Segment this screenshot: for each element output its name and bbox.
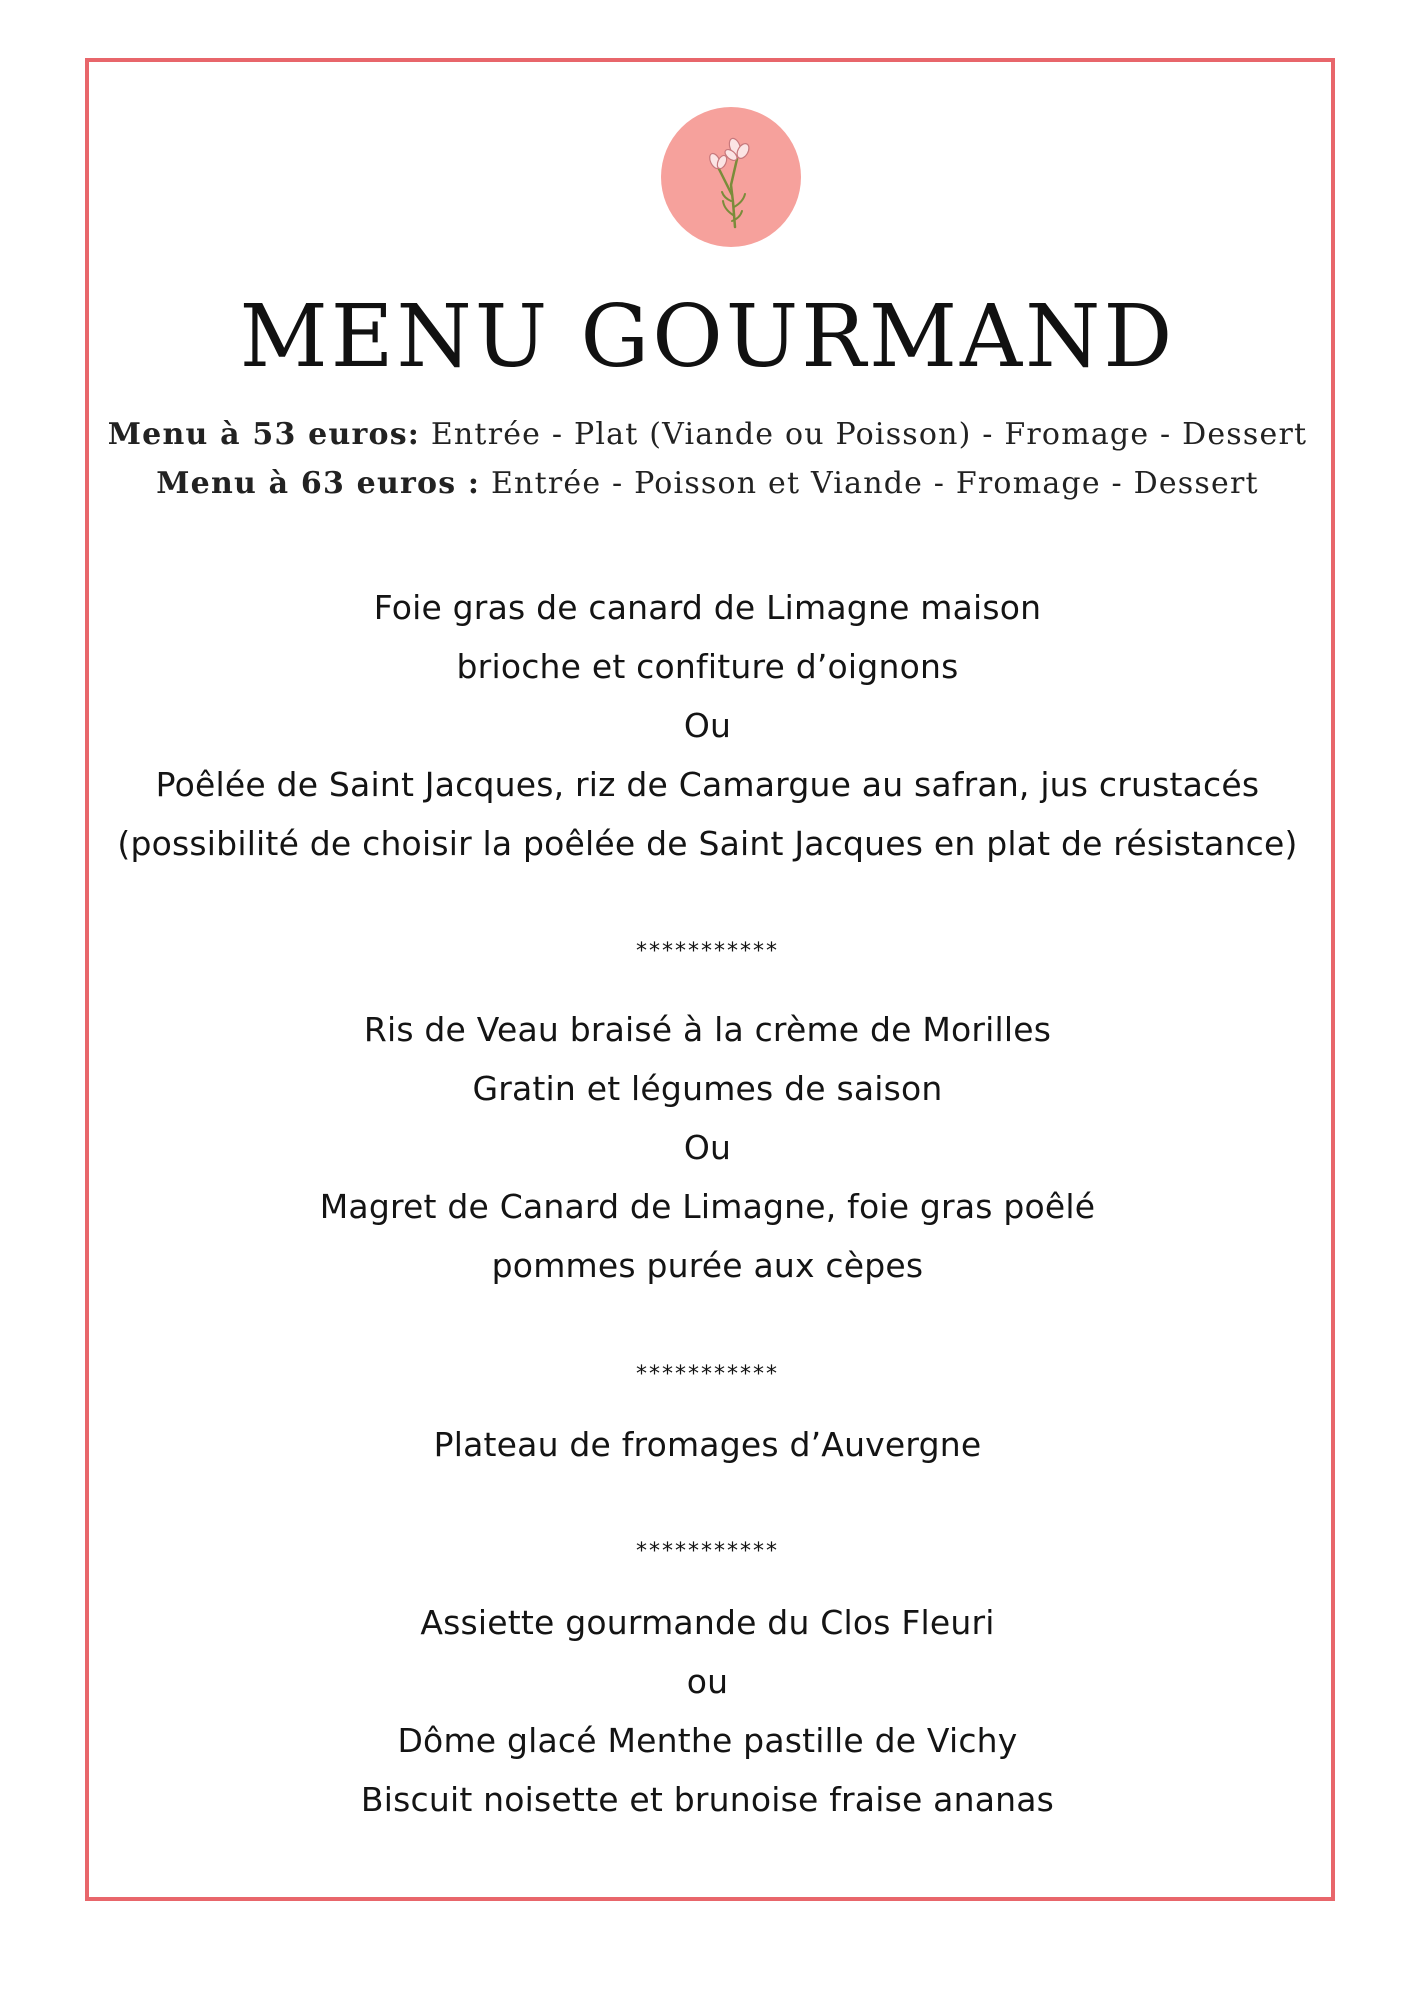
menu-option-courses: Entrée - Poisson et Viande - Fromage - Dessert — [480, 466, 1259, 501]
page-title: MENU GOURMAND — [239, 287, 1176, 387]
main-line: Ris de Veau braisé à la crème de Morilles — [363, 1010, 1052, 1049]
course-separator: *********** — [636, 1539, 779, 1564]
menu-option-63 — [0, 459, 1415, 508]
starter-line: Poêlée de Saint Jacques, riz de Camargue au safran, jus crustacés — [155, 765, 1260, 804]
main-line: Gratin et légumes de saison — [472, 1069, 943, 1108]
menu-options — [0, 410, 1415, 508]
dessert-or: ou — [686, 1662, 729, 1701]
starter-line: Foie gras de canard de Limagne maison — [373, 588, 1042, 627]
main-line: Magret de Canard de Limagne, foie gras poêlé — [319, 1187, 1096, 1226]
course-separator: *********** — [636, 1362, 779, 1387]
starter-or: Ou — [683, 706, 732, 745]
menu-option-label: Menu à 53 euros: — [107, 417, 421, 452]
flower-sprig-icon — [661, 107, 801, 247]
main-line: pommes purée aux cèpes — [491, 1246, 924, 1285]
menu-option-53 — [0, 410, 1415, 459]
starter-line: brioche et confiture d’oignons — [456, 647, 959, 686]
dessert-line: Assiette gourmande du Clos Fleuri — [420, 1603, 995, 1642]
dessert-line: Dôme glacé Menthe pastille de Vichy — [397, 1721, 1018, 1760]
menu-option-courses: Entrée - Plat (Viande ou Poisson) - Fromage - Dessert — [420, 417, 1308, 452]
course-separator: *********** — [636, 939, 779, 964]
main-or: Ou — [683, 1128, 732, 1167]
logo-badge — [661, 107, 801, 247]
starter-note: (possibilité de choisir la poêlée de Saint Jacques en plat de résistance) — [117, 824, 1298, 863]
cheese-line: Plateau de fromages d’Auvergne — [433, 1425, 982, 1464]
menu-option-label: Menu à 63 euros : — [156, 466, 481, 501]
dessert-line: Biscuit noisette et brunoise fraise ananas — [360, 1780, 1055, 1819]
